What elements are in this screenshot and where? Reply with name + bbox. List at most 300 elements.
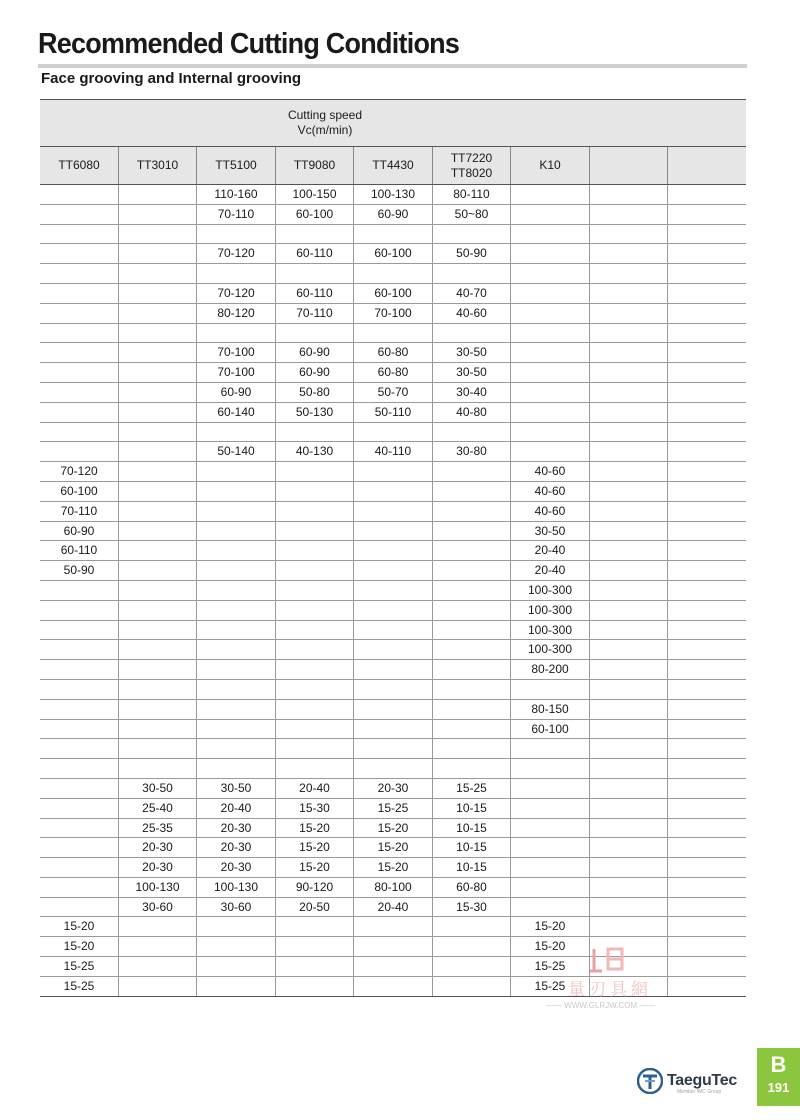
table-row (40, 680, 746, 700)
table-cell: 20-30 (354, 779, 433, 798)
table-cell (433, 739, 511, 758)
table-cell (40, 898, 119, 917)
table-cell: 60-100 (354, 244, 433, 263)
table-cell (40, 244, 119, 263)
table-cell: 50-130 (276, 403, 354, 422)
table-cell (590, 522, 668, 541)
table-cell (40, 225, 119, 244)
table-cell (276, 561, 354, 580)
table-cell: 15-20 (276, 819, 354, 838)
table-row (40, 205, 746, 225)
table-cell (354, 700, 433, 719)
table-cell (668, 423, 746, 442)
table-cell (119, 284, 197, 303)
table-cell (40, 779, 119, 798)
table-cell (433, 264, 511, 283)
table-cell: 15-20 (354, 858, 433, 877)
table-cell (511, 423, 590, 442)
table-cell (354, 640, 433, 659)
table-row (40, 759, 746, 779)
table-row (40, 779, 746, 799)
table-row (40, 304, 746, 324)
table-cell: 100-300 (511, 581, 590, 600)
table-cell: 50-90 (40, 561, 119, 580)
table-cell (197, 957, 276, 976)
table-row (40, 244, 746, 264)
table-cell: 20-40 (354, 898, 433, 917)
table-cell: 50-70 (354, 383, 433, 402)
table-cell (590, 601, 668, 620)
table-row (40, 264, 746, 284)
table-cell (119, 601, 197, 620)
table-cell (668, 898, 746, 917)
section-letter: B (770, 1052, 787, 1077)
table-cell: 70-100 (354, 304, 433, 323)
table-cell: 40-70 (433, 284, 511, 303)
brand-subline: Member IMC Group (677, 1089, 722, 1095)
table-cell: 15-25 (433, 779, 511, 798)
table-cell: 25-35 (119, 819, 197, 838)
table-cell (511, 819, 590, 838)
table-cell (119, 423, 197, 442)
table-cell: 15-25 (511, 977, 590, 996)
table-cell (433, 937, 511, 956)
table-cell (354, 957, 433, 976)
table-row (40, 739, 746, 759)
table-cell (511, 403, 590, 422)
table-cell (119, 917, 197, 936)
table-cell (668, 403, 746, 422)
table-cell: 100-130 (119, 878, 197, 897)
table-cell (590, 264, 668, 283)
table-cell (668, 838, 746, 857)
table-cell: 100-150 (276, 185, 354, 204)
table-cell (354, 917, 433, 936)
table-cell: 70-120 (40, 462, 119, 481)
table-cell: 100-130 (354, 185, 433, 204)
table-cell: 30-50 (511, 522, 590, 541)
table-cell (40, 700, 119, 719)
table-cell: 20-40 (276, 779, 354, 798)
table-cell (668, 205, 746, 224)
table-cell: 60-100 (40, 482, 119, 501)
table-cell (40, 621, 119, 640)
table-cell (276, 739, 354, 758)
table-cell (276, 541, 354, 560)
table-cell (119, 759, 197, 778)
table-cell (590, 640, 668, 659)
table-cell (668, 680, 746, 699)
table-cell (276, 601, 354, 620)
table-cell: 15-20 (354, 838, 433, 857)
table-cell (119, 403, 197, 422)
table-cell (668, 482, 746, 501)
table-cell (40, 264, 119, 283)
table-cell (668, 700, 746, 719)
table-row (40, 640, 746, 660)
column-header (590, 147, 668, 184)
table-cell (197, 502, 276, 521)
table-cell: 40-80 (433, 403, 511, 422)
table-cell (511, 739, 590, 758)
table-cell (276, 423, 354, 442)
table-cell (433, 601, 511, 620)
table-cell: 25-40 (119, 799, 197, 818)
table-cell: 50-110 (354, 403, 433, 422)
table-cell (119, 720, 197, 739)
table-cell (276, 462, 354, 481)
table-cell: 100-130 (197, 878, 276, 897)
table-cell (511, 205, 590, 224)
table-cell (119, 205, 197, 224)
table-cell (590, 898, 668, 917)
table-cell (511, 185, 590, 204)
table-cell (590, 324, 668, 343)
table-cell: 40-60 (433, 304, 511, 323)
table-cell (276, 680, 354, 699)
table-cell: 60-100 (276, 205, 354, 224)
table-cell (590, 541, 668, 560)
table-cell (119, 244, 197, 263)
table-cell: 70-100 (197, 343, 276, 362)
table-cell (590, 957, 668, 976)
table-cell (276, 937, 354, 956)
table-cell (590, 819, 668, 838)
table-cell: 60-110 (276, 284, 354, 303)
table-cell (590, 284, 668, 303)
table-cell (354, 660, 433, 679)
table-cell: 15-20 (40, 917, 119, 936)
table-cell: 20-50 (276, 898, 354, 917)
table-cell (119, 324, 197, 343)
table-cell (119, 304, 197, 323)
table-cell: 60-90 (276, 363, 354, 382)
table-body (40, 185, 746, 997)
table-cell (119, 541, 197, 560)
table-cell (276, 264, 354, 283)
table-cell: 15-20 (354, 819, 433, 838)
table-row (40, 561, 746, 581)
table-cell: 60-80 (354, 343, 433, 362)
table-cell: 60-80 (433, 878, 511, 897)
table-cell (40, 640, 119, 659)
table-cell: 100-300 (511, 621, 590, 640)
table-cell (668, 878, 746, 897)
table-cell: 20-30 (197, 838, 276, 857)
column-header: K10 (511, 147, 590, 184)
table-row (40, 937, 746, 957)
table-cell: 15-25 (40, 957, 119, 976)
column-header: TT7220 TT8020 (433, 147, 511, 184)
table-cell (668, 621, 746, 640)
table-cell (119, 700, 197, 719)
table-cell: 70-110 (197, 205, 276, 224)
table-cell (668, 185, 746, 204)
table-cell (590, 779, 668, 798)
table-cell: 80-150 (511, 700, 590, 719)
table-cell (590, 502, 668, 521)
table-cell: 15-30 (433, 898, 511, 917)
table-cell (40, 324, 119, 343)
section-tab (757, 1048, 800, 1106)
table-cell: 70-100 (197, 363, 276, 382)
table-cell (590, 937, 668, 956)
table-cell (119, 442, 197, 461)
table-cell (197, 225, 276, 244)
table-cell: 80-200 (511, 660, 590, 679)
table-cell (119, 225, 197, 244)
table-cell (354, 482, 433, 501)
table-cell (119, 383, 197, 402)
table-cell (40, 284, 119, 303)
table-cell: 70-120 (197, 244, 276, 263)
table-cell: 60-90 (40, 522, 119, 541)
table-cell (433, 977, 511, 996)
table-cell (668, 601, 746, 620)
table-cell (433, 561, 511, 580)
table-cell (40, 858, 119, 877)
table-cell: 80-100 (354, 878, 433, 897)
table-cell: 15-25 (354, 799, 433, 818)
table-cell: 60-90 (276, 343, 354, 362)
group-header (40, 100, 746, 147)
table-cell (590, 660, 668, 679)
table-cell (668, 502, 746, 521)
table-cell (590, 462, 668, 481)
table-cell: 50-80 (276, 383, 354, 402)
table-row (40, 858, 746, 878)
column-headers (40, 147, 746, 185)
table-cell (276, 581, 354, 600)
table-cell (590, 561, 668, 580)
table-cell: 70-110 (40, 502, 119, 521)
table-cell (354, 937, 433, 956)
table-cell (668, 957, 746, 976)
table-cell (668, 541, 746, 560)
table-cell: 30-60 (119, 898, 197, 917)
table-cell (40, 601, 119, 620)
table-cell: 40-110 (354, 442, 433, 461)
table-row (40, 917, 746, 937)
column-header: TT4430 (354, 147, 433, 184)
title-rule (38, 64, 747, 68)
table-cell (590, 700, 668, 719)
table-cell (40, 680, 119, 699)
table-row (40, 660, 746, 680)
table-cell (433, 759, 511, 778)
table-cell (668, 383, 746, 402)
table-cell (197, 264, 276, 283)
table-cell (668, 977, 746, 996)
table-cell (511, 304, 590, 323)
table-row (40, 284, 746, 304)
table-cell: 50~80 (433, 205, 511, 224)
cutting-conditions-table (40, 99, 746, 997)
table-cell (119, 185, 197, 204)
table-row (40, 442, 746, 462)
table-row (40, 819, 746, 839)
table-cell: 100-300 (511, 601, 590, 620)
table-cell (354, 561, 433, 580)
table-cell: 20-40 (197, 799, 276, 818)
table-cell (40, 343, 119, 362)
table-cell (511, 680, 590, 699)
table-row (40, 324, 746, 344)
table-cell (197, 324, 276, 343)
table-cell (119, 522, 197, 541)
table-cell (433, 720, 511, 739)
table-cell (197, 720, 276, 739)
table-cell (433, 541, 511, 560)
table-cell: 30-50 (433, 363, 511, 382)
table-cell: 15-25 (511, 957, 590, 976)
column-header: TT5100 (197, 147, 276, 184)
table-cell (197, 640, 276, 659)
table-cell (119, 502, 197, 521)
table-row (40, 977, 746, 997)
table-cell (40, 660, 119, 679)
table-cell: 90-120 (276, 878, 354, 897)
brand (637, 1068, 737, 1094)
table-cell (433, 581, 511, 600)
table-row (40, 621, 746, 641)
table-cell (590, 244, 668, 263)
table-cell: 15-20 (276, 838, 354, 857)
table-row (40, 225, 746, 245)
table-cell (511, 799, 590, 818)
table-cell (668, 917, 746, 936)
table-cell (197, 759, 276, 778)
table-cell (197, 660, 276, 679)
table-cell (276, 700, 354, 719)
table-cell: 30-40 (433, 383, 511, 402)
table-cell (511, 779, 590, 798)
table-row (40, 403, 746, 423)
table-cell (276, 917, 354, 936)
group-header-line-2: Vc(m/min) (297, 123, 353, 137)
brand-name: TaeguTec (667, 1072, 737, 1089)
table-cell: 10-15 (433, 799, 511, 818)
table-cell (668, 819, 746, 838)
table-cell (511, 878, 590, 897)
table-cell (119, 561, 197, 580)
table-cell (276, 640, 354, 659)
table-cell (119, 977, 197, 996)
table-cell (354, 601, 433, 620)
table-cell (40, 720, 119, 739)
table-cell (276, 977, 354, 996)
table-row (40, 423, 746, 443)
table-cell (197, 621, 276, 640)
table-row (40, 720, 746, 740)
table-row (40, 700, 746, 720)
table-cell (511, 264, 590, 283)
table-cell (590, 720, 668, 739)
taegutec-logo-icon (637, 1068, 663, 1094)
table-cell (119, 264, 197, 283)
table-cell (668, 304, 746, 323)
table-cell (668, 581, 746, 600)
table-row (40, 185, 746, 205)
table-cell (40, 185, 119, 204)
table-cell: 100-300 (511, 640, 590, 659)
table-row (40, 482, 746, 502)
table-cell: 60-100 (511, 720, 590, 739)
table-cell (197, 601, 276, 620)
table-cell (354, 759, 433, 778)
table-cell (354, 680, 433, 699)
table-row (40, 462, 746, 482)
table-cell (119, 482, 197, 501)
table-cell (590, 185, 668, 204)
table-cell (668, 442, 746, 461)
table-cell (276, 957, 354, 976)
table-cell (354, 621, 433, 640)
table-cell (511, 442, 590, 461)
table-cell (668, 522, 746, 541)
page-title: Recommended Cutting Conditions (38, 28, 460, 60)
table-cell: 15-30 (276, 799, 354, 818)
table-cell (119, 581, 197, 600)
table-cell (197, 462, 276, 481)
table-cell (668, 759, 746, 778)
table-cell (590, 739, 668, 758)
table-cell (590, 977, 668, 996)
table-cell (119, 680, 197, 699)
table-row (40, 957, 746, 977)
table-cell: 40-60 (511, 502, 590, 521)
table-cell (40, 383, 119, 402)
table-cell (197, 522, 276, 541)
table-cell: 40-130 (276, 442, 354, 461)
table-cell (511, 383, 590, 402)
table-cell: 15-20 (511, 937, 590, 956)
table-cell (40, 581, 119, 600)
table-cell (668, 225, 746, 244)
table-cell (590, 799, 668, 818)
table-cell (119, 462, 197, 481)
page-subtitle: Face grooving and Internal grooving (41, 70, 302, 87)
table-cell (668, 363, 746, 382)
table-cell (590, 621, 668, 640)
table-cell (433, 502, 511, 521)
table-cell: 15-25 (40, 977, 119, 996)
table-cell (433, 640, 511, 659)
table-cell (197, 541, 276, 560)
table-cell (668, 343, 746, 362)
table-cell (197, 739, 276, 758)
table-cell (590, 858, 668, 877)
table-cell (197, 917, 276, 936)
column-header: TT6080 (40, 147, 119, 184)
table-cell (276, 621, 354, 640)
table-cell (668, 264, 746, 283)
table-cell (354, 264, 433, 283)
table-row (40, 383, 746, 403)
table-cell (433, 621, 511, 640)
table-cell: 15-20 (276, 858, 354, 877)
table-cell (590, 442, 668, 461)
table-cell: 30-50 (197, 779, 276, 798)
table-cell (40, 878, 119, 897)
table-cell: 30-50 (119, 779, 197, 798)
table-row (40, 878, 746, 898)
table-cell (668, 799, 746, 818)
table-cell: 60-90 (197, 383, 276, 402)
table-cell (668, 779, 746, 798)
table-cell (668, 561, 746, 580)
table-row (40, 343, 746, 363)
